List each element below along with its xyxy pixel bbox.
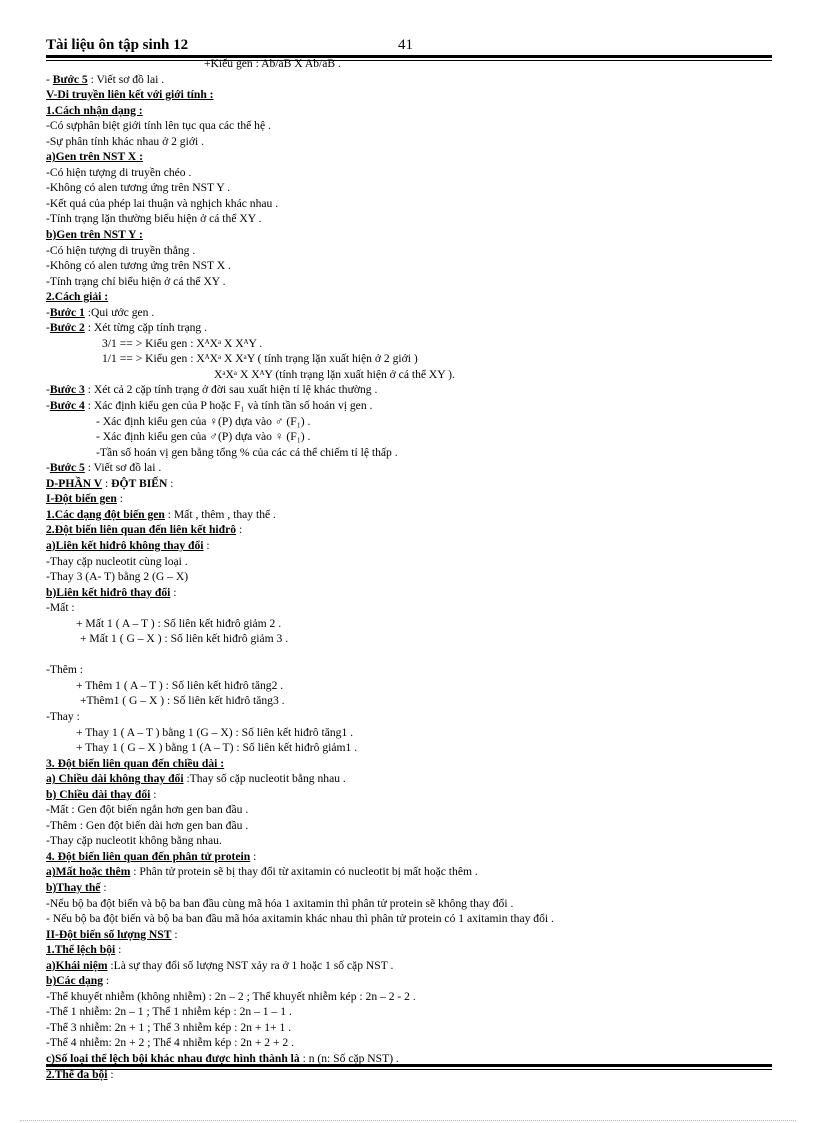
body-text: : — [103, 974, 110, 988]
text-line — [46, 118, 772, 134]
heading-text: a)Liên kết hiđrô không thay đổi — [46, 538, 204, 552]
body-text: -Tính trạng chỉ biểu hiện ở cá thể XY . — [46, 274, 226, 288]
text-line — [46, 227, 772, 243]
body-text: -Thể khuyết nhiễm (không nhiễm) : 2n – 2 ; Thể khuyết nhiễm kép : 2n – 2 - 2 . — [46, 989, 416, 1003]
text-line — [46, 367, 772, 383]
body-text: - — [46, 461, 50, 475]
heading-text: b)Gen trên NST Y : — [46, 228, 143, 242]
text-line — [46, 896, 772, 912]
text-line — [46, 538, 772, 554]
body-text: : — [203, 538, 210, 552]
body-text: -Thay : — [46, 709, 80, 723]
document-body — [46, 56, 772, 1082]
body-text: : — [116, 492, 123, 506]
text-line — [46, 833, 772, 849]
heading-text: b)Các dạng — [46, 974, 104, 988]
heading-text: I-Đột biến gen — [46, 492, 117, 506]
body-text: -Thể 1 nhiễm: 2n – 1 ; Thể 1 nhiễm kép : 2n – 1 – 1 . — [46, 1005, 292, 1019]
text-line — [46, 382, 772, 398]
body-text: :Thay số cặp nucleotit bằng nhau . — [183, 772, 346, 786]
text-line — [46, 491, 772, 507]
body-text: + Thêm 1 ( A – T ) : Số liên kết hiđrô tăng2 . — [76, 678, 284, 692]
heading-text: 1.Các dạng đột biến gen — [46, 507, 165, 521]
text-line — [46, 305, 772, 321]
text-line — [46, 351, 772, 367]
heading-text: Bước 2 — [49, 321, 85, 335]
heading-text: 1.Cách nhận dạng : — [46, 103, 143, 117]
text-line — [46, 1035, 772, 1051]
heading-text: a)Khái niệm — [46, 958, 108, 972]
body-text: - Xác định kiểu gen của ♀(P) dựa vào ♂ (F₁) . — [96, 414, 311, 428]
heading-text: 2.Cách giải : — [46, 290, 109, 304]
body-text: : — [115, 943, 122, 957]
footer-rule-thin — [46, 1069, 772, 1070]
body-text: : — [102, 476, 112, 490]
body-text: +Kiểu gen : Ab/aB X Ab/aB . — [204, 57, 341, 70]
body-text: -Tính trạng lặn thường biểu hiện ở cá thể XY . — [46, 212, 262, 226]
body-text: - Xác định kiểu gen của ♂(P) dựa vào ♀ (F₁) . — [96, 430, 311, 444]
body-text: : — [107, 1067, 114, 1081]
footer-rule-thick — [46, 1064, 772, 1067]
text-line — [46, 72, 772, 88]
heading-text: 2.Thể đa bội — [46, 1067, 108, 1081]
body-text: -Thêm : Gen đột biến dài hơn gen ban đầu . — [46, 818, 249, 832]
heading-text: D-PHẦN V — [46, 476, 103, 490]
text-line — [46, 429, 772, 445]
body-text: : n (n: Số cặp NST) . — [299, 1052, 399, 1065]
body-text: -Nếu bộ ba đột biến và bộ ba ban đầu cùng mã hóa 1 axitamin thì phân tử protein sẽ không thay đổi . — [46, 896, 514, 910]
text-line — [46, 880, 772, 896]
text-line — [46, 911, 772, 927]
body-text: : — [236, 523, 243, 537]
text-line — [46, 196, 772, 212]
body-text: -Thể 4 nhiễm: 2n + 2 ; Thể 4 nhiễm kép : 2n + 2 + 2 . — [46, 1036, 295, 1050]
text-line — [46, 662, 772, 678]
body-text: -Thay cặp nucleotit cùng loại . — [46, 554, 188, 568]
heading-text: a) Chiều dài không thay đổi — [46, 772, 184, 786]
text-line — [46, 1004, 772, 1020]
text-line — [46, 989, 772, 1005]
text-line — [46, 398, 772, 414]
body-text: + Mất 1 ( A – T ) : Số liên kết hiđrô giảm 2 . — [76, 616, 282, 630]
body-text: XᵃXᵃ X XᴬY (tính trạng lặn xuất hiện ở cá thể XY ). — [214, 367, 455, 381]
heading-text: V-Di truyền liên kết với giới tính : — [46, 88, 214, 102]
body-text: -Không có alen tương ứng trên NST X . — [46, 259, 231, 273]
body-text: -Tần số hoán vị gen bằng tổng % của các cá thể chiếm tỉ lệ thấp . — [96, 445, 398, 459]
text-line — [46, 958, 772, 974]
text-line — [46, 927, 772, 943]
text-line — [46, 973, 772, 989]
body-text: : — [167, 476, 174, 490]
text-line — [46, 616, 772, 632]
body-text: : — [170, 585, 177, 599]
body-text: : — [150, 787, 157, 801]
text-line — [46, 864, 772, 880]
body-text: -Thể 3 nhiễm: 2n + 1 ; Thể 3 nhiễm kép : 2n + 1+ 1 . — [46, 1020, 292, 1034]
text-line — [46, 320, 772, 336]
body-text: -Thêm : — [46, 663, 84, 677]
body-text: -Mất : Gen đột biến ngắn hơn gen ban đầu . — [46, 803, 249, 817]
body-text: + Thay 1 ( A – T ) bằng 1 (G – X) : Số liên kết hiđrô tăng1 . — [76, 725, 354, 739]
text-line — [46, 289, 772, 305]
body-text: - Nếu bộ ba đột biến và bộ ba ban đầu mã hóa axitamin khác nhau thì phân tử protein có 1 axitamin thay đổi . — [46, 912, 554, 926]
text-line — [46, 802, 772, 818]
body-text: 1/1 == > Kiểu gen : XᴬXᵃ X XᵃY ( tính trạng lặn xuất hiện ở 2 giới ) — [102, 352, 418, 366]
text-line — [46, 507, 772, 523]
heading-text: a)Mất hoặc thêm — [46, 865, 131, 879]
body-text: :Qui ước gen . — [84, 305, 155, 319]
heading-text: ĐỘT BIẾN — [111, 476, 168, 490]
text-line — [46, 709, 772, 725]
heading-text: Bước 3 — [49, 383, 85, 397]
heading-text: a)Gen trên NST X : — [46, 150, 144, 164]
body-text: : — [100, 880, 107, 894]
body-text: : — [171, 927, 178, 941]
text-line — [46, 787, 772, 803]
body-text: -Mất : — [46, 601, 75, 615]
text-line — [46, 149, 772, 165]
text-line — [46, 336, 772, 352]
body-text: - — [46, 383, 50, 397]
text-line — [46, 258, 772, 274]
body-text: + Mất 1 ( G – X ) : Số liên kết hiđrô giảm 3 . — [80, 632, 289, 646]
heading-text: 1.Thể lệch bội — [46, 943, 116, 957]
heading-text: 4. Đột biến liên quan đến phân tử protein — [46, 849, 251, 863]
text-line — [46, 56, 772, 72]
body-text: : — [250, 849, 257, 863]
text-line — [46, 771, 772, 787]
text-line — [46, 849, 772, 865]
text-line — [46, 1020, 772, 1036]
text-line — [46, 460, 772, 476]
body-text: - — [46, 321, 50, 335]
body-text: : Mất , thêm , thay thế . — [164, 507, 276, 521]
text-line — [46, 134, 772, 150]
body-text: + Thay 1 ( G – X ) bằng 1 (A – T) : Số liên kết hiđrô giảm1 . — [76, 741, 358, 755]
heading-text: 3. Đột biến liên quan đến chiều dài : — [46, 756, 225, 770]
text-line — [46, 211, 772, 227]
body-text: 3/1 == > Kiểu gen : XᴬXᵃ X XᴬY . — [102, 336, 263, 350]
body-text: - — [46, 305, 50, 319]
body-text: -Có sựphân biệt giới tính lên tục qua các thế hệ . — [46, 119, 271, 133]
text-line — [46, 631, 772, 647]
text-line — [46, 414, 772, 430]
body-text: : Viết sơ đồ lai . — [84, 461, 162, 475]
text-line — [46, 103, 772, 119]
text-line — [46, 554, 772, 570]
body-text: -Kết quả của phép lai thuận và nghịch khác nhau . — [46, 196, 279, 210]
page-header — [46, 37, 772, 57]
body-text: +Thêm1 ( G – X ) : Số liên kết hiđrô tăng3 . — [80, 694, 285, 708]
body-text: : Xét từng cặp tính trạng . — [84, 321, 208, 335]
text-line — [46, 818, 772, 834]
text-line — [46, 725, 772, 741]
text-line — [46, 165, 772, 181]
text-line — [46, 522, 772, 538]
text-line — [46, 678, 772, 694]
text-line — [46, 647, 772, 663]
text-line — [46, 569, 772, 585]
body-text: -Sự phân tính khác nhau ở 2 giới . — [46, 134, 204, 148]
heading-text: b)Liên kết hiđrô thay đổi — [46, 585, 171, 599]
text-line — [46, 756, 772, 772]
body-text: -Không có alen tương ứng trên NST Y . — [46, 181, 231, 195]
page-edge — [20, 1120, 796, 1121]
document-title: Tài liệu ôn tập sinh 12 — [46, 37, 189, 53]
heading-text: b) Chiều dài thay đổi — [46, 787, 151, 801]
heading-text: 2.Đột biến liên quan đến liên kết hiđrô — [46, 523, 237, 537]
body-text: : Viết sơ đồ lai . — [87, 72, 165, 86]
body-text: :Là sự thay đổi số lượng NST xảy ra ở 1 hoặc 1 số cặp NST . — [107, 958, 394, 972]
text-line — [46, 693, 772, 709]
text-line — [46, 740, 772, 756]
body-text: - — [46, 72, 53, 86]
body-text: : Xét cả 2 cặp tính trạng ở đời sau xuất hiện tỉ lệ khác thường . — [84, 383, 378, 397]
body-text: : Xác định kiểu gen của P hoặc F₁ và tính tần số hoán vị gen . — [84, 399, 373, 413]
text-line — [46, 476, 772, 492]
text-line — [46, 243, 772, 259]
text-line — [46, 585, 772, 601]
heading-text: Bước 5 — [52, 72, 88, 86]
heading-text: Bước 5 — [49, 461, 85, 475]
heading-text: Bước 4 — [49, 399, 85, 413]
body-text: -Thay 3 (A- T) bằng 2 (G – X) — [46, 570, 189, 584]
text-line — [46, 87, 772, 103]
heading-text: Bước 1 — [49, 305, 85, 319]
body-text: -Thay cặp nucleotit không bằng nhau. — [46, 834, 222, 848]
text-line — [46, 274, 772, 290]
body-text: : Phân tử protein sẽ bị thay đổi từ axitamin có nucleotit bị mất hoặc thêm . — [130, 865, 478, 879]
heading-text: b)Thay thế — [46, 880, 101, 894]
text-line — [46, 600, 772, 616]
text-line — [46, 445, 772, 461]
heading-text: II-Đột biến số lượng NST — [46, 927, 172, 941]
body-text: -Có hiện tượng di truyền thẳng . — [46, 243, 196, 257]
body-text: - — [46, 399, 50, 413]
heading-text: c)Số loại thể lệch bội khác nhau được hình thành là — [46, 1052, 300, 1065]
body-text: -Có hiện tượng di truyền chéo . — [46, 165, 192, 179]
text-line — [46, 942, 772, 958]
text-line — [46, 180, 772, 196]
page-number: 41 — [398, 37, 413, 53]
